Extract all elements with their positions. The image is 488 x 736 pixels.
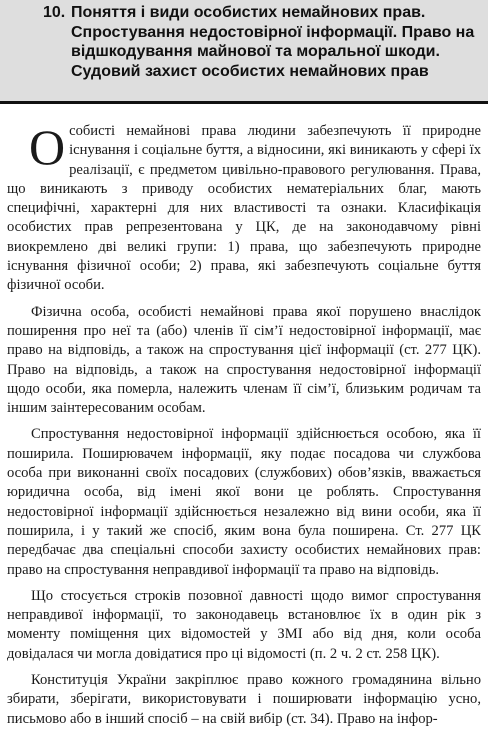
section-number: 10.	[43, 4, 66, 21]
paragraph-2: Фізична особа, особисті немайнові права якої порушено внаслідок поширення про неї та (або) членів її сім’ї недостовірної інформації, має право на відповідь, а також на спростування цієї інформації (ст. 277 ЦК). Право на відповідь, а також на спростування недостовірної інформації щодо особи, яка померла, належить членам її сім’ї, близьким родичам та іншим заінтересованим особам.	[7, 303, 481, 417]
body-text	[7, 119, 481, 736]
paragraph-4: Що стосується строків позовної давності щодо вимог спростування неправдивої інформації, то законодавець встановлює їх в один рік з моменту поміщення цих відомостей у ЗМІ або від дня, коли особа довідалася чи могла довідатися про ці відомості (п. 2 ч. 2 ст. 258 ЦК).	[7, 587, 481, 662]
section-heading	[43, 3, 485, 81]
paragraph-1	[7, 119, 481, 296]
drop-cap: О	[29, 119, 66, 175]
section-title: Поняття і види особистих немайнових прав. Спростування недостовірної інформації. Право на відшкодування майнової та моральної шкоди. Судовий захист особистих немайнових прав	[71, 4, 475, 80]
paragraph-5: Конституція України закріплює право кожного громадянина вільно збирати, зберігати, використовувати і поширювати інформацію усно, письмово або в інший спосіб – на свій вибір (ст. 34). Право на інфор-	[7, 672, 481, 727]
header-divider	[0, 101, 488, 104]
paragraph-3: Спростування недостовірної інформації здійснюється особою, яка її поширила. Поширювачем інформації, яку подає посадова чи службова особа при виконанні своїх посадових (службових) обов’язків, вважається юридична особа, від імені якої вони це роблять. Спростування недостовірної інформації здійснюється незалежно від вини особи, яка її поширила, і у такий же спосіб, яким вона була поширена. Ст. 277 ЦК передбачає два спеціальні способи захисту особистих немайнових прав: право на спростування неправдивої інформації та право на відповідь.	[7, 426, 481, 578]
paragraph-1-text: собисті немайнові права людини забезпечують її природне існування і соціальне буття, а відносини, які виникають у сфері їх реалізації, є предметом цивільно-правового регулювання. Права, що виникають з приводу особистих нематеріальних благ, мають специфічні, характерні для них властивості та ознаки. Класифікація особистих прав репрезентована у ЦК, де на законодавчому рівні виокремлено дві великі групи: 1) права, що забезпечують природне існування фізичної особи; 2) права, які забезпечують соціальне буття фізичної особи.	[7, 123, 481, 294]
